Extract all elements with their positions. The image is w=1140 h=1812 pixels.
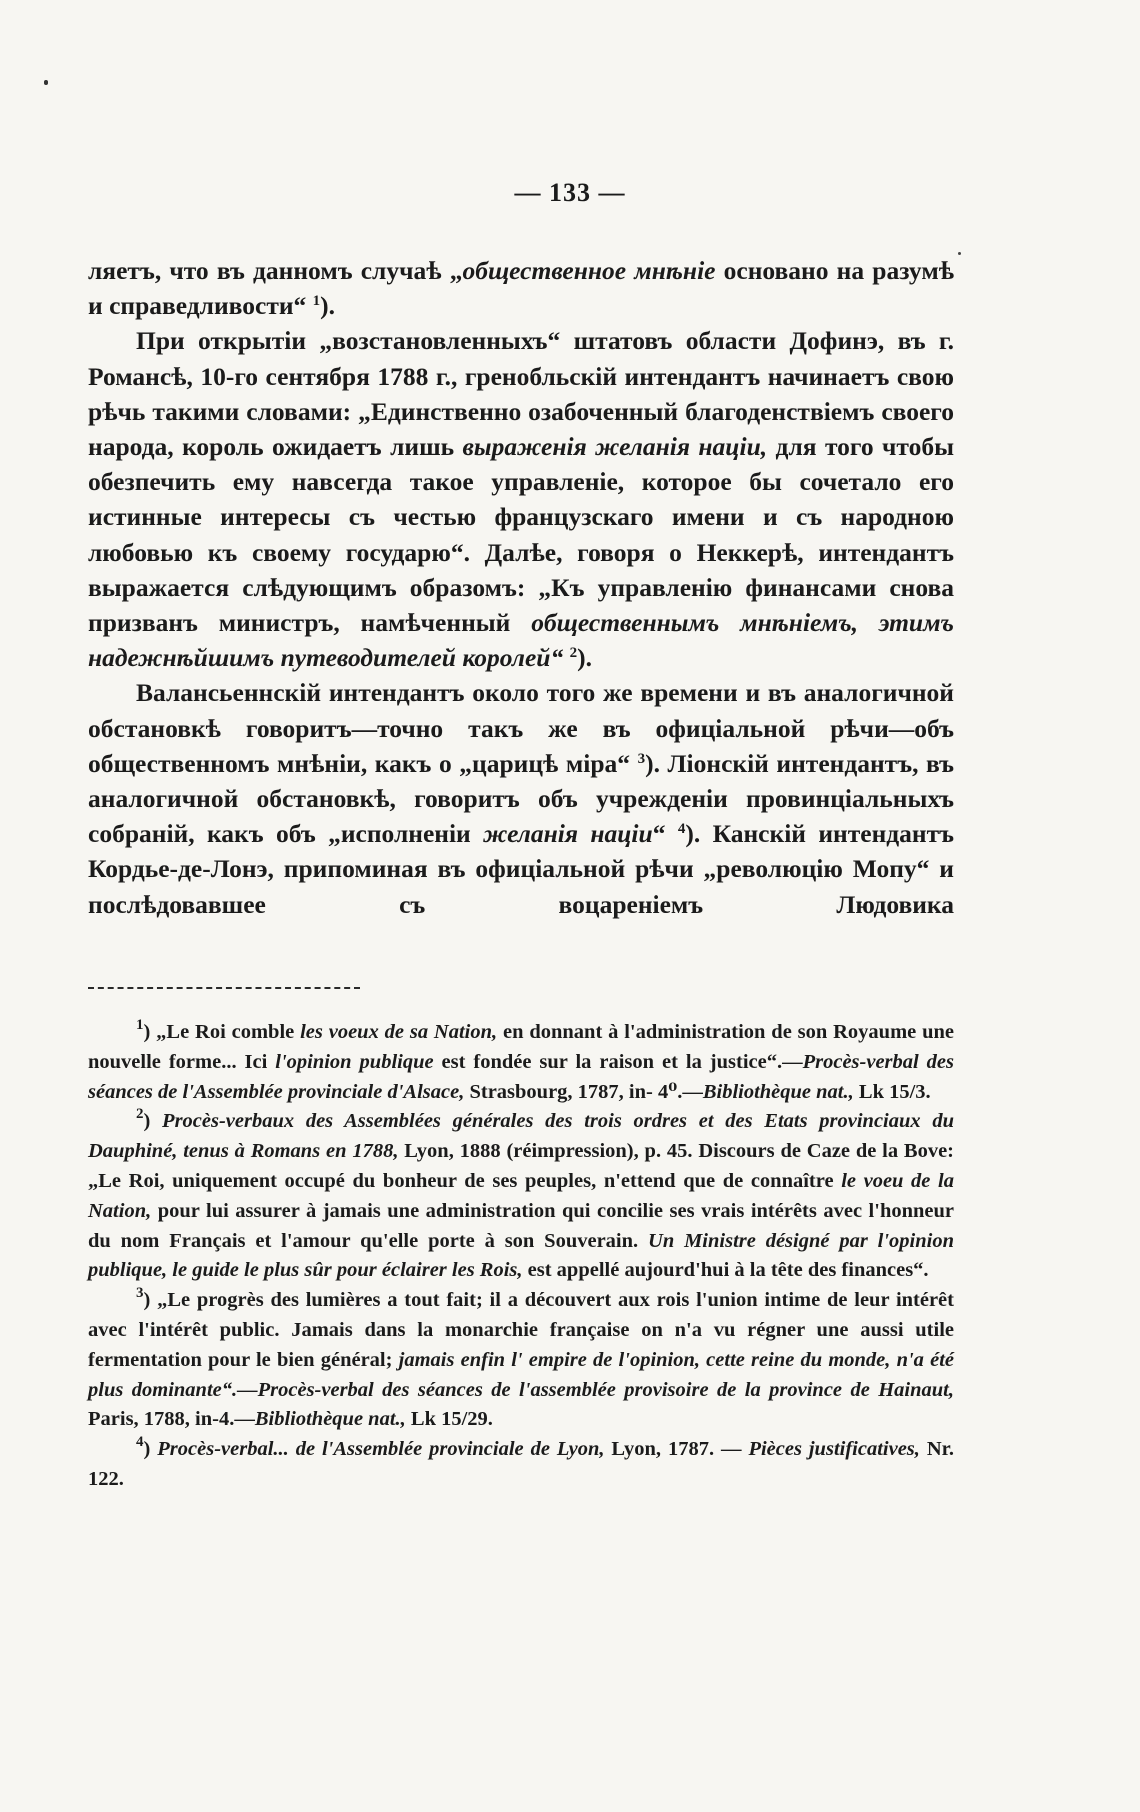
italic-run: Procès-verbal... de l'Assemblée provinciale de Lyon, bbox=[157, 1438, 605, 1461]
text-run: Paris, 1788, in-4.— bbox=[88, 1408, 255, 1431]
italic-run: Bibliothèque nat., bbox=[702, 1080, 854, 1103]
italic-run: Bibliothèque nat., bbox=[254, 1408, 406, 1431]
text-run: est fondée sur la raison et la justice“.— bbox=[433, 1050, 803, 1073]
footnote-ref: 4 bbox=[677, 821, 686, 838]
text-run: для того чтобы обезпечить ему навсегда такое управленіе, которое бы сочетало его истинные интересы съ честью французскаго имени и съ народною любовью къ своему государю“. Далѣе, говоря о Неккерѣ, интендантъ выражается слѣдующимъ образомъ: „Къ управленію финансами снова призванъ министръ, намѣченный bbox=[88, 432, 955, 638]
italic-run: jamais enfin l' empire de l'opinion, cette reine du monde, n'a été plus dominante“.—Procès-verbal des séances de l'assemblée provisoire de la province de Hainaut, bbox=[88, 1348, 954, 1401]
text-run: ) bbox=[143, 1110, 163, 1133]
footnote-divider bbox=[88, 987, 360, 989]
footnote-4 bbox=[88, 1435, 954, 1495]
ink-speck bbox=[44, 80, 48, 85]
text-run: en donnant à l'administration de son Royaume une nouvelle forme... Ici bbox=[88, 1021, 954, 1073]
italic-run: les voeux de sa Nation, bbox=[300, 1021, 498, 1043]
footnote-mark: 1 bbox=[136, 1017, 144, 1033]
text-run: ляетъ, что въ данномъ случаѣ „ bbox=[88, 256, 463, 285]
italic-run: желанія націи bbox=[483, 819, 653, 849]
italic-run: Procès-verbal des séances de l'Assemblée provinciale d'Alsace, bbox=[88, 1050, 954, 1103]
text-run: ). Ліонскій интендантъ, въ аналогичной обстановкѣ, говоритъ объ учрежденіи провинціальныхъ собраній, какъ объ „исполненіи bbox=[88, 748, 955, 849]
footnote-mark: 2 bbox=[136, 1106, 144, 1123]
italic-run: выраженія желанія націи, bbox=[462, 432, 768, 462]
text-run: При открытіи „возстановленныхъ“ штатовъ области Дофинэ, въ г. Романсѣ, 10-го сентября 1788 г., гренобльскій интендантъ начинаетъ свою рѣчь такими словами: „Единственно озабоченный благоденствіемъ своего народа, король ожидаетъ лишь bbox=[88, 326, 954, 462]
footnote-1 bbox=[88, 1018, 954, 1107]
text-run: ) bbox=[143, 1438, 158, 1461]
footnote-mark: 3 bbox=[136, 1285, 144, 1302]
text-run: Strasbourg, 1787, in- 4⁰.— bbox=[464, 1080, 703, 1103]
text-run: ). Канскій интендантъ Кордье-де-Лонэ, припоминая въ офиціальной рѣчи „революцію Мопу“ и послѣдовавшее съ воцареніемъ Людовика bbox=[88, 819, 955, 919]
text-run: ) „Le Roi comble bbox=[143, 1021, 301, 1043]
italic-run: l'opinion publique bbox=[275, 1050, 434, 1073]
text-run: Nr. 122. bbox=[88, 1438, 954, 1490]
footnote-2 bbox=[88, 1107, 954, 1286]
footnote-ref: 3 bbox=[637, 750, 646, 767]
text-run: Lyon, 1787. — bbox=[604, 1438, 749, 1461]
text-run: ) „Le progrès des lumières a tout fait; il a découvert aux rois l'union intime de leur intérêt avec l'intérêt public. Jamais dans la monarchie française on n'a vu régner une aussi utile fermentation pour le bien général; bbox=[88, 1289, 954, 1371]
italic-run: общественнымъ мнѣніемъ, этимъ надежнѣйшимъ путеводителей королей“ bbox=[88, 608, 954, 673]
text-run: est appellé aujourd'hui à la tête des finances“. bbox=[522, 1259, 929, 1282]
text-run: ). bbox=[577, 643, 592, 673]
italic-run: Pièces justificatives, bbox=[748, 1438, 920, 1461]
paragraph-3 bbox=[88, 675, 954, 921]
text-run: Валансьеннскій интендантъ около того же времени и въ аналогичной обстановкѣ говоритъ—точно такъ же въ офиціальной рѣчи—объ общественномъ мнѣніи, какъ о „царицѣ міра“ bbox=[88, 678, 954, 778]
italic-run: le voeu de la Nation, bbox=[88, 1169, 954, 1222]
text-run: ). bbox=[320, 291, 336, 321]
page-number: — 133 — bbox=[514, 178, 626, 207]
footnote-3 bbox=[88, 1286, 954, 1435]
main-text bbox=[88, 253, 954, 922]
footnote-ref: 1 bbox=[312, 293, 321, 310]
paragraph-2 bbox=[88, 323, 954, 675]
paragraph-1 bbox=[88, 253, 954, 323]
italic-run: Procès-verbaux des Assemblées générales des trois ordres et des Etats provinciaux du Dauphiné, tenus à Romans en 1788, bbox=[88, 1110, 955, 1163]
footnote-ref: 2 bbox=[569, 645, 578, 662]
text-run: “ bbox=[652, 819, 678, 849]
text-run: Lyon, 1888 (réimpression), p. 45. Discours de Caze de la Bove: „Le Roi, uniquement occupé du bonheur de ses peuples, n'ettend que de connaître bbox=[88, 1140, 955, 1192]
text-run: Lk 15/29. bbox=[405, 1408, 493, 1431]
italic-run: Un Ministre désigné par l'opinion publique, le guide le plus sûr pour éclairer les Rois, bbox=[88, 1229, 954, 1282]
ink-speck bbox=[958, 252, 961, 255]
italic-run: общественное мнѣніе bbox=[462, 256, 716, 285]
text-run: основано на разумѣ и справедливости“ bbox=[88, 256, 954, 321]
footnotes bbox=[88, 1018, 954, 1495]
footnote-mark: 4 bbox=[136, 1434, 144, 1451]
text-run: Lk 15/3. bbox=[853, 1080, 931, 1103]
text-run: pour lui assurer à jamais une administration qui concilie ses vrais intérêts avec l'honneur du nom Français et l'amour qu'elle porte à son Souverain. bbox=[88, 1199, 954, 1252]
